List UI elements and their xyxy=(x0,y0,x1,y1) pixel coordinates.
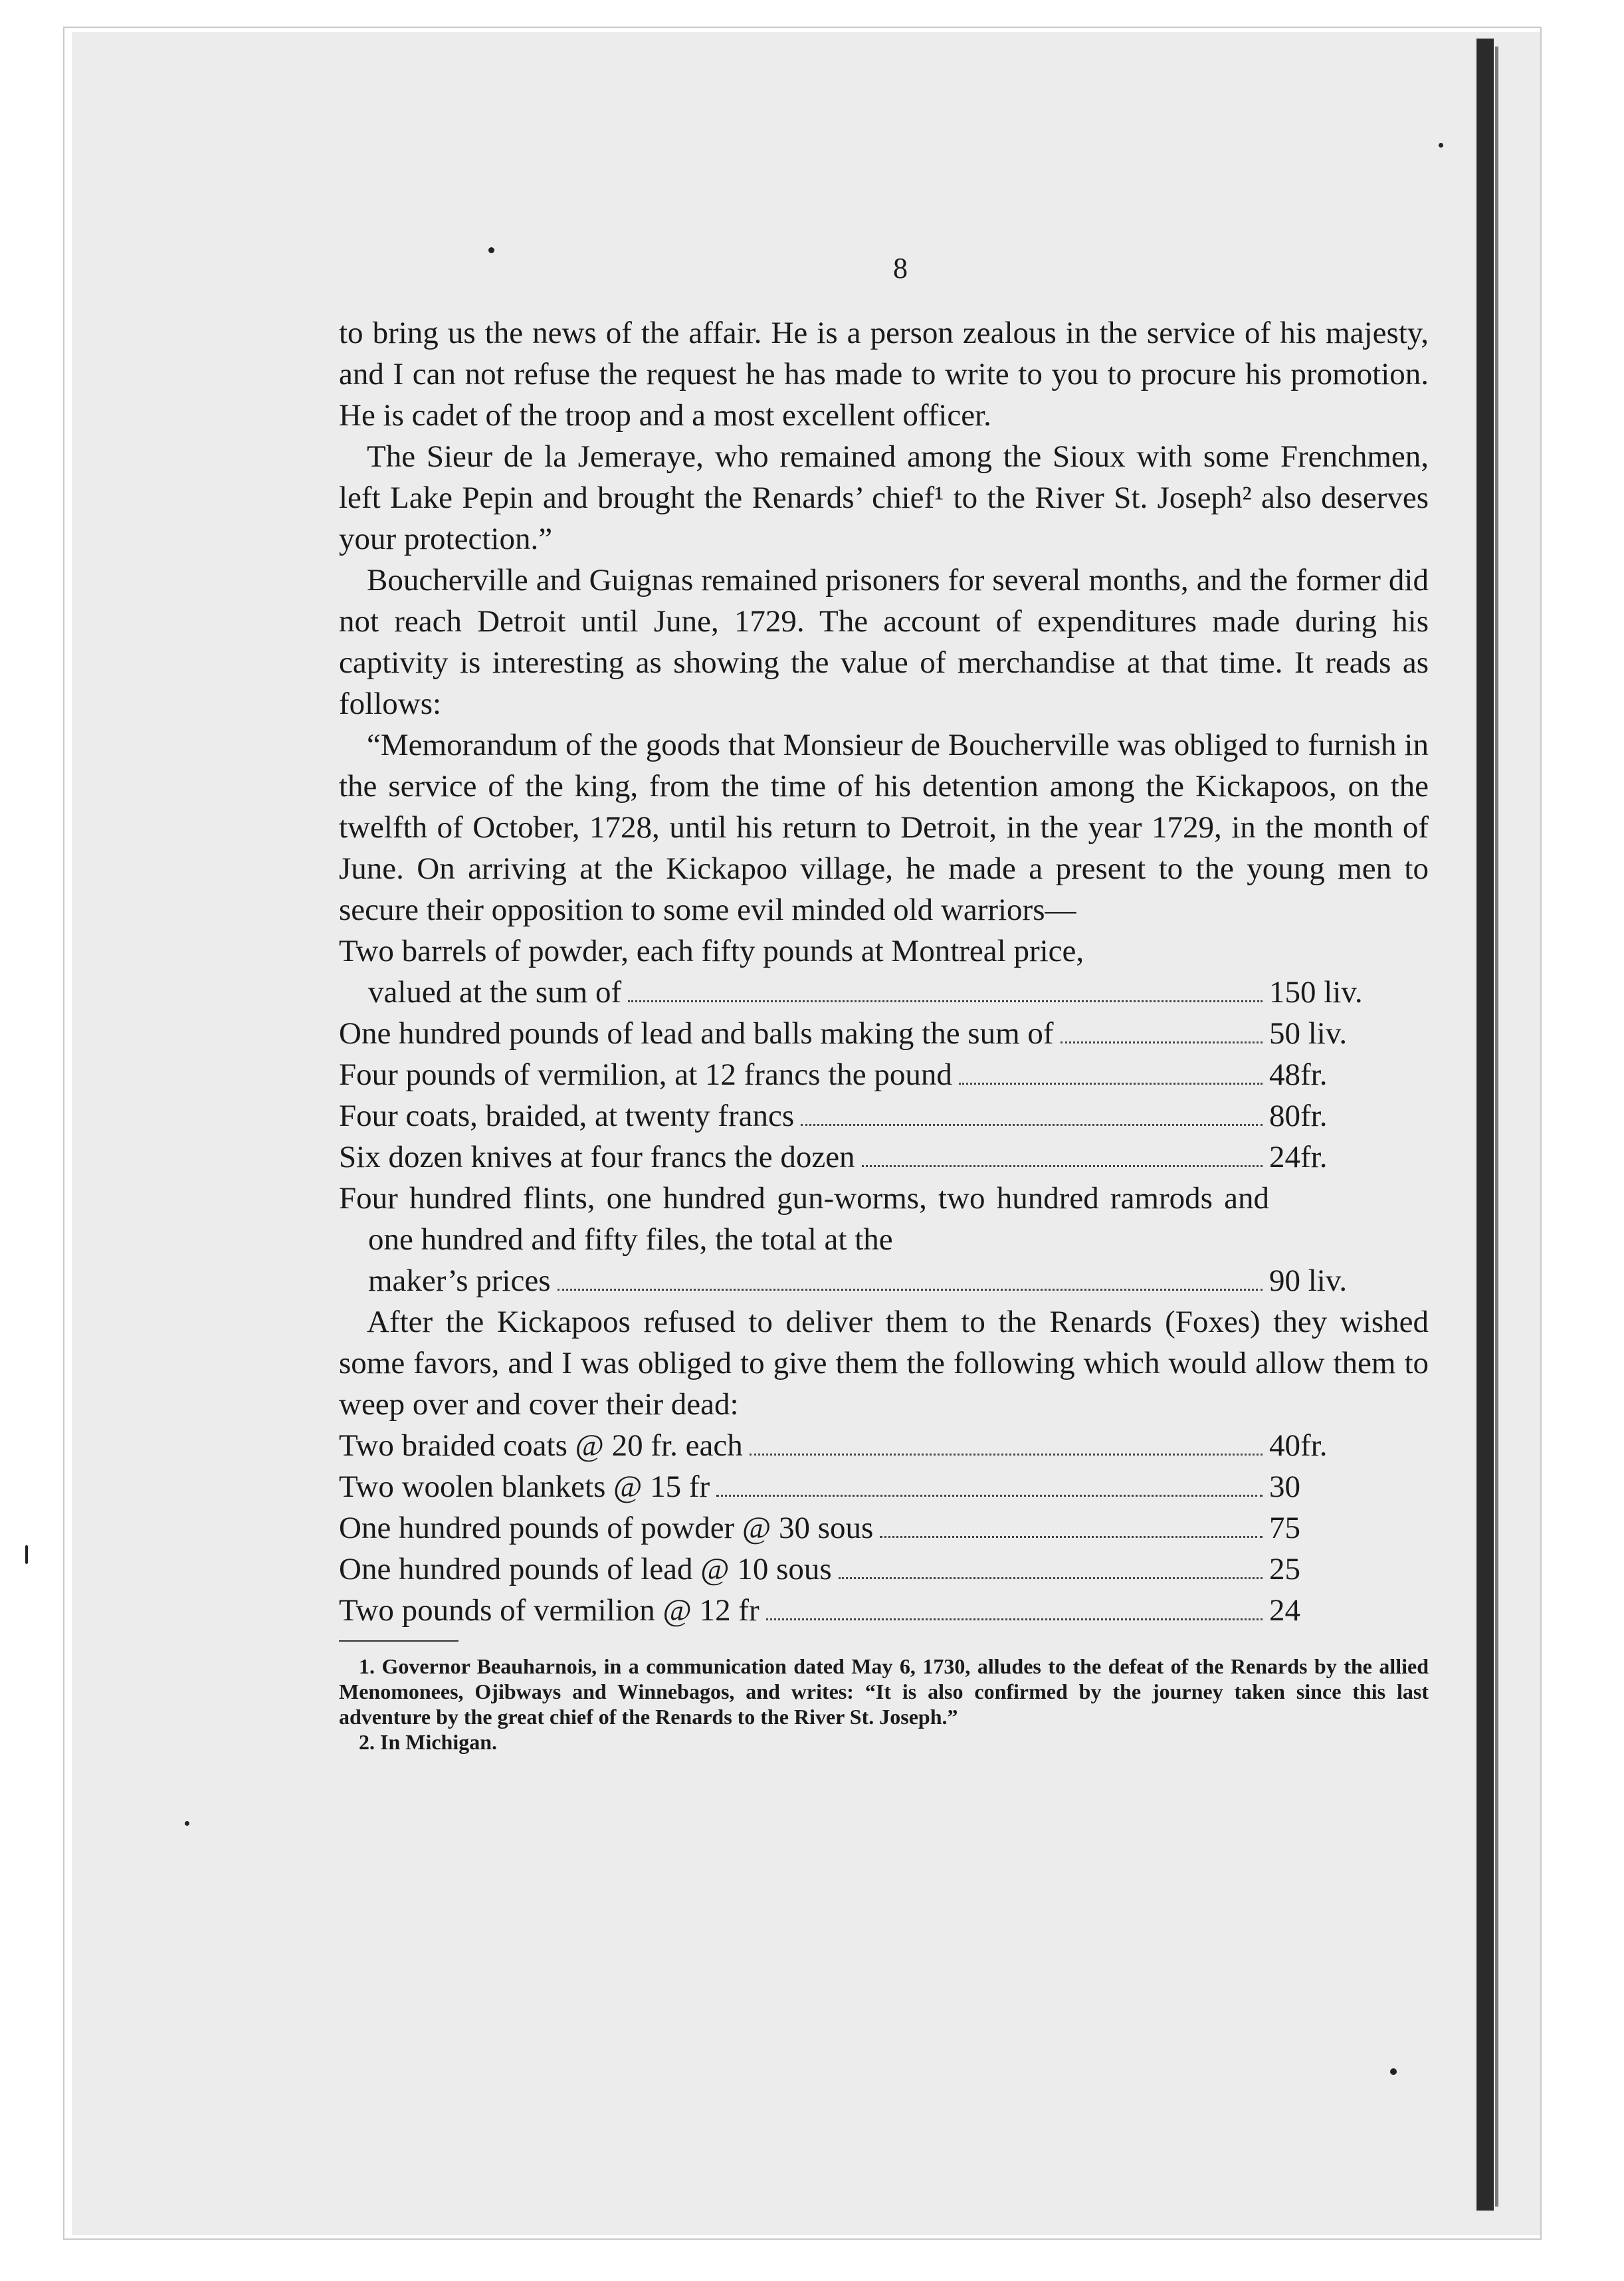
dust-speck xyxy=(1390,2068,1397,2075)
footnote: 1. Governor Beauharnois, in a communication dated May 6, 1730, alludes to the defeat of the Renards by the allied Menomonees, Ojibways and Winnebagos, and writes: “It is also confirmed by the journey taken since this last adventure by the great chief of the Renards to the River St. Joseph.” xyxy=(339,1654,1429,1729)
list-item xyxy=(339,1054,1369,1095)
dot-leader xyxy=(716,1495,1263,1497)
list-item xyxy=(339,1013,1369,1054)
item-amount: 150 liv. xyxy=(1269,975,1363,1010)
list-item xyxy=(339,1095,1369,1137)
item-amount: 48fr. xyxy=(1269,1057,1328,1092)
dot-leader xyxy=(880,1536,1263,1538)
dust-speck xyxy=(25,1545,28,1564)
item-amount: 80fr. xyxy=(1269,1099,1328,1133)
item-text: Two woolen blankets @ 15 fr xyxy=(339,1469,710,1504)
binding-edge xyxy=(1476,39,1494,2211)
page-number: 8 xyxy=(893,252,908,284)
dot-leader xyxy=(558,1289,1263,1291)
item-text: Four coats, braided, at twenty francs xyxy=(339,1099,795,1133)
item-text: valued at the sum of xyxy=(368,975,622,1010)
list-item xyxy=(339,930,1369,1013)
dot-leader xyxy=(839,1577,1263,1579)
paragraph: The Sieur de la Jemeraye, who remained among the Sioux with some Frenchmen, left Lake Pepin and brought the Renards’ chief¹ to the River St. Joseph² also deserves your protection.” xyxy=(339,439,1429,556)
memorandum-paragraph: “Memorandum of the goods that Monsieur de Boucherville was obliged to furnish in the service of the king, from the time of his detention among the Kickapoos, on the twelfth of October, 1728, until his return to Detroit, in the year 1729, in the month of June. On arriving at the Kickapoo village, he made a present to the young men to secure their opposition to some evil minded old warriors— xyxy=(339,728,1429,927)
item-amount: 90 liv. xyxy=(1269,1263,1348,1298)
list-item xyxy=(339,1507,1369,1549)
dust-speck xyxy=(488,247,494,253)
list-item xyxy=(339,1178,1369,1301)
item-amount: 50 liv. xyxy=(1269,1016,1348,1051)
dot-leader xyxy=(801,1124,1263,1126)
item-text: Two braided coats @ 20 fr. each xyxy=(339,1428,743,1463)
item-amount: 24fr. xyxy=(1269,1140,1328,1174)
item-amount: 75 xyxy=(1269,1511,1300,1545)
list-item xyxy=(339,1466,1369,1507)
body-text xyxy=(339,312,1429,1755)
dust-speck xyxy=(185,1821,189,1826)
paragraph: After the Kickapoos refused to deliver them to the Renards (Foxes) they wished some favors, and I was obliged to give them the following which would allow them to weep over and cover their dead: xyxy=(339,1305,1429,1422)
item-text: Six dozen knives at four francs the dozen xyxy=(339,1140,855,1174)
item-amount: 24 xyxy=(1269,1593,1300,1628)
item-amount: 25 xyxy=(1269,1552,1300,1586)
dot-leader xyxy=(959,1083,1263,1085)
dust-speck xyxy=(1439,143,1443,148)
expenditure-list xyxy=(339,930,1369,1301)
item-text: Four pounds of vermilion, at 12 francs the pound xyxy=(339,1057,952,1092)
dot-leader xyxy=(750,1454,1263,1456)
item-amount: 30 xyxy=(1269,1469,1300,1504)
item-text: Four hundred flints, one hundred gun-worms, two hundred ramrods and one hundred and fifty files, the total at the xyxy=(339,1181,1269,1257)
item-text: Two pounds of vermilion @ 12 fr xyxy=(339,1593,760,1628)
item-amount: 40fr. xyxy=(1269,1428,1328,1463)
list-item xyxy=(339,1425,1369,1466)
footnote-rule xyxy=(339,1640,458,1642)
item-text: Two barrels of powder, each fifty pounds at Montreal price, xyxy=(339,934,1084,968)
binding-highlight xyxy=(1495,47,1498,2207)
item-text: maker’s prices xyxy=(368,1263,551,1298)
dot-leader xyxy=(1061,1041,1263,1043)
list-item xyxy=(339,1590,1369,1631)
list-item xyxy=(339,1137,1369,1178)
dot-leader xyxy=(766,1618,1263,1620)
paragraph: to bring us the news of the affair. He is a person zealous in the service of his majesty, and I can not refuse the request he has made to write to you to procure his promotion. He is cadet of the troop and a most excellent officer. xyxy=(339,316,1429,433)
item-text: One hundred pounds of lead @ 10 sous xyxy=(339,1552,832,1586)
footnote: 2. In Michigan. xyxy=(359,1730,498,1754)
dot-leader xyxy=(862,1165,1263,1167)
item-text: One hundred pounds of powder @ 30 sous xyxy=(339,1511,874,1545)
list-item xyxy=(339,1549,1369,1590)
dot-leader xyxy=(628,1000,1263,1002)
favors-list xyxy=(339,1425,1369,1631)
item-text: One hundred pounds of lead and balls making the sum of xyxy=(339,1016,1054,1051)
paragraph: Boucherville and Guignas remained prisoners for several months, and the former did not reach Detroit until June, 1729. The account of expenditures made during his captivity is interesting as showing the value of merchandise at that time. It reads as follows: xyxy=(339,563,1429,721)
